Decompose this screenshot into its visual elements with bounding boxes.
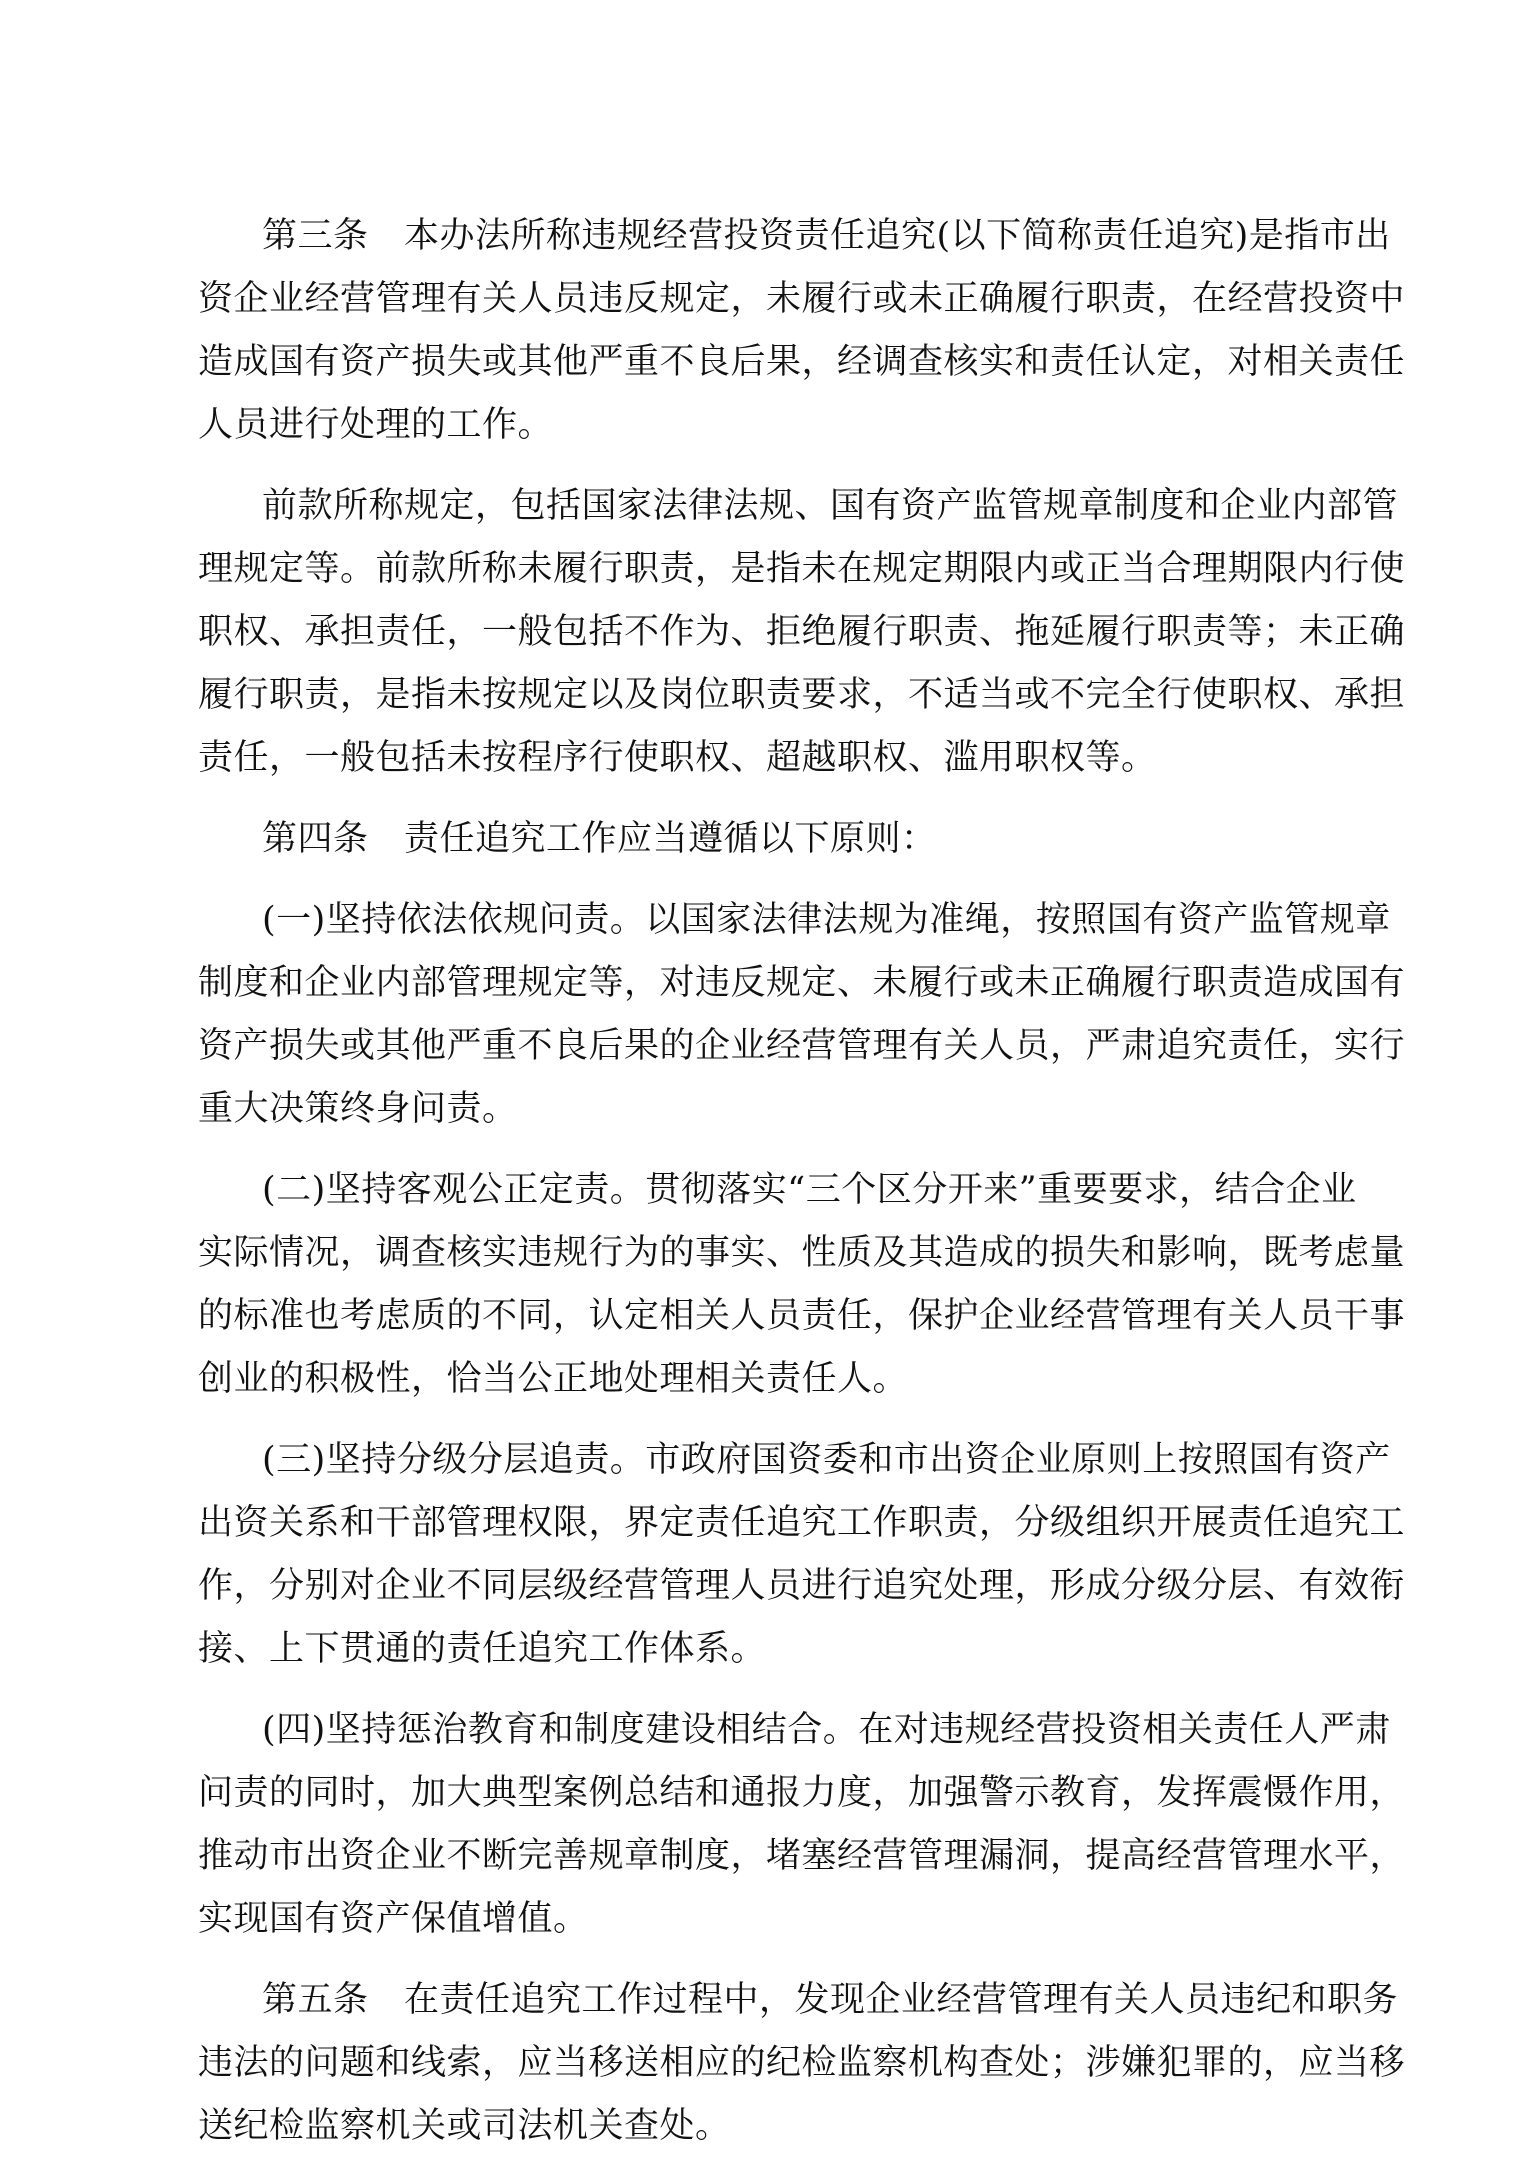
text-line: 人员进行处理的工作。 bbox=[198, 405, 554, 445]
text-line: 职权、承担责任，一般包括不作为、拒绝履行职责、拖延履行职责等；未正确 bbox=[198, 612, 1406, 652]
article-5-paragraph bbox=[198, 1969, 1406, 2158]
text-line: 作，分别对企业不同层级经营管理人员进行追究处理，形成分级分层、有效衔 bbox=[198, 1566, 1406, 1606]
principle-4-paragraph bbox=[198, 1699, 1406, 1951]
principle-3-paragraph bbox=[198, 1429, 1406, 1681]
text-line: (三)坚持分级分层追责。市政府国资委和市出资企业原则上按照国有资产 bbox=[262, 1440, 1391, 1480]
text-line: 履行职责，是指未按规定以及岗位职责要求，不适当或不完全行使职权、承担 bbox=[198, 675, 1406, 715]
article-3-paragraph bbox=[198, 205, 1406, 457]
text-line: 违法的问题和线索，应当移送相应的纪检监察机构查处；涉嫌犯罪的，应当移 bbox=[198, 2043, 1406, 2083]
text-line: 资产损失或其他严重不良后果的企业经营管理有关人员，严肃追究责任，实行 bbox=[198, 1026, 1406, 1066]
text-line: 接、上下贯通的责任追究工作体系。 bbox=[198, 1629, 767, 1669]
text-line: (一)坚持依法依规问责。以国家法律法规为准绳，按照国有资产监管规章 bbox=[262, 900, 1391, 940]
text-line: 推动市出资企业不断完善规章制度，堵塞经营管理漏洞，提高经营管理水平， bbox=[198, 1836, 1406, 1876]
text-line: 送纪检监察机关或司法机关查处。 bbox=[198, 2106, 731, 2146]
text-line: (四)坚持惩治教育和制度建设相结合。在对违规经营投资相关责任人严肃 bbox=[262, 1710, 1391, 1750]
text-line: 创业的积极性，恰当公正地处理相关责任人。 bbox=[198, 1359, 909, 1399]
text-line: 资企业经营管理有关人员违反规定，未履行或未正确履行职责，在经营投资中 bbox=[198, 279, 1406, 319]
text-line: 出资关系和干部管理权限，界定责任追究工作职责，分级组织开展责任追究工 bbox=[198, 1503, 1406, 1543]
principle-1-paragraph bbox=[198, 889, 1406, 1141]
text-line: 前款所称规定，包括国家法律法规、国有资产监管规章制度和企业内部管 bbox=[262, 486, 1399, 526]
text-line: 理规定等。前款所称未履行职责，是指未在规定期限内或正当合理期限内行使 bbox=[198, 549, 1406, 589]
text-line: 实际情况，调查核实违规行为的事实、性质及其造成的损失和影响，既考虑量 bbox=[198, 1233, 1406, 1273]
text-line: 造成国有资产损失或其他严重不良后果，经调查核实和责任认定，对相关责任 bbox=[198, 342, 1406, 382]
text-line: 第四条 责任追究工作应当遵循以下原则： bbox=[262, 819, 937, 859]
text-line: 制度和企业内部管理规定等，对违反规定、未履行或未正确履行职责造成国有 bbox=[198, 963, 1406, 1003]
text-line: (二)坚持客观公正定责。贯彻落实“三个区分开来”重要要求，结合企业 bbox=[262, 1170, 1357, 1210]
text-line: 第五条 在责任追究工作过程中，发现企业经营管理有关人员违纪和职务 bbox=[262, 1980, 1399, 2020]
text-line: 第三条 本办法所称违规经营投资责任追究(以下简称责任追究)是指市出 bbox=[262, 216, 1391, 256]
text-line: 实现国有资产保值增值。 bbox=[198, 1899, 589, 1939]
text-line: 重大决策终身问责。 bbox=[198, 1089, 518, 1129]
article-4-paragraph bbox=[198, 808, 1340, 871]
document-body bbox=[198, 205, 1406, 2176]
article-3-second-paragraph bbox=[198, 475, 1406, 790]
principle-2-paragraph bbox=[198, 1159, 1406, 1411]
text-line: 问责的同时，加大典型案例总结和通报力度，加强警示教育，发挥震慑作用， bbox=[198, 1773, 1406, 1813]
text-line: 的标准也考虑质的不同，认定相关人员责任，保护企业经营管理有关人员干事 bbox=[198, 1296, 1406, 1336]
text-line: 责任，一般包括未按程序行使职权、超越职权、滥用职权等。 bbox=[198, 738, 1157, 778]
